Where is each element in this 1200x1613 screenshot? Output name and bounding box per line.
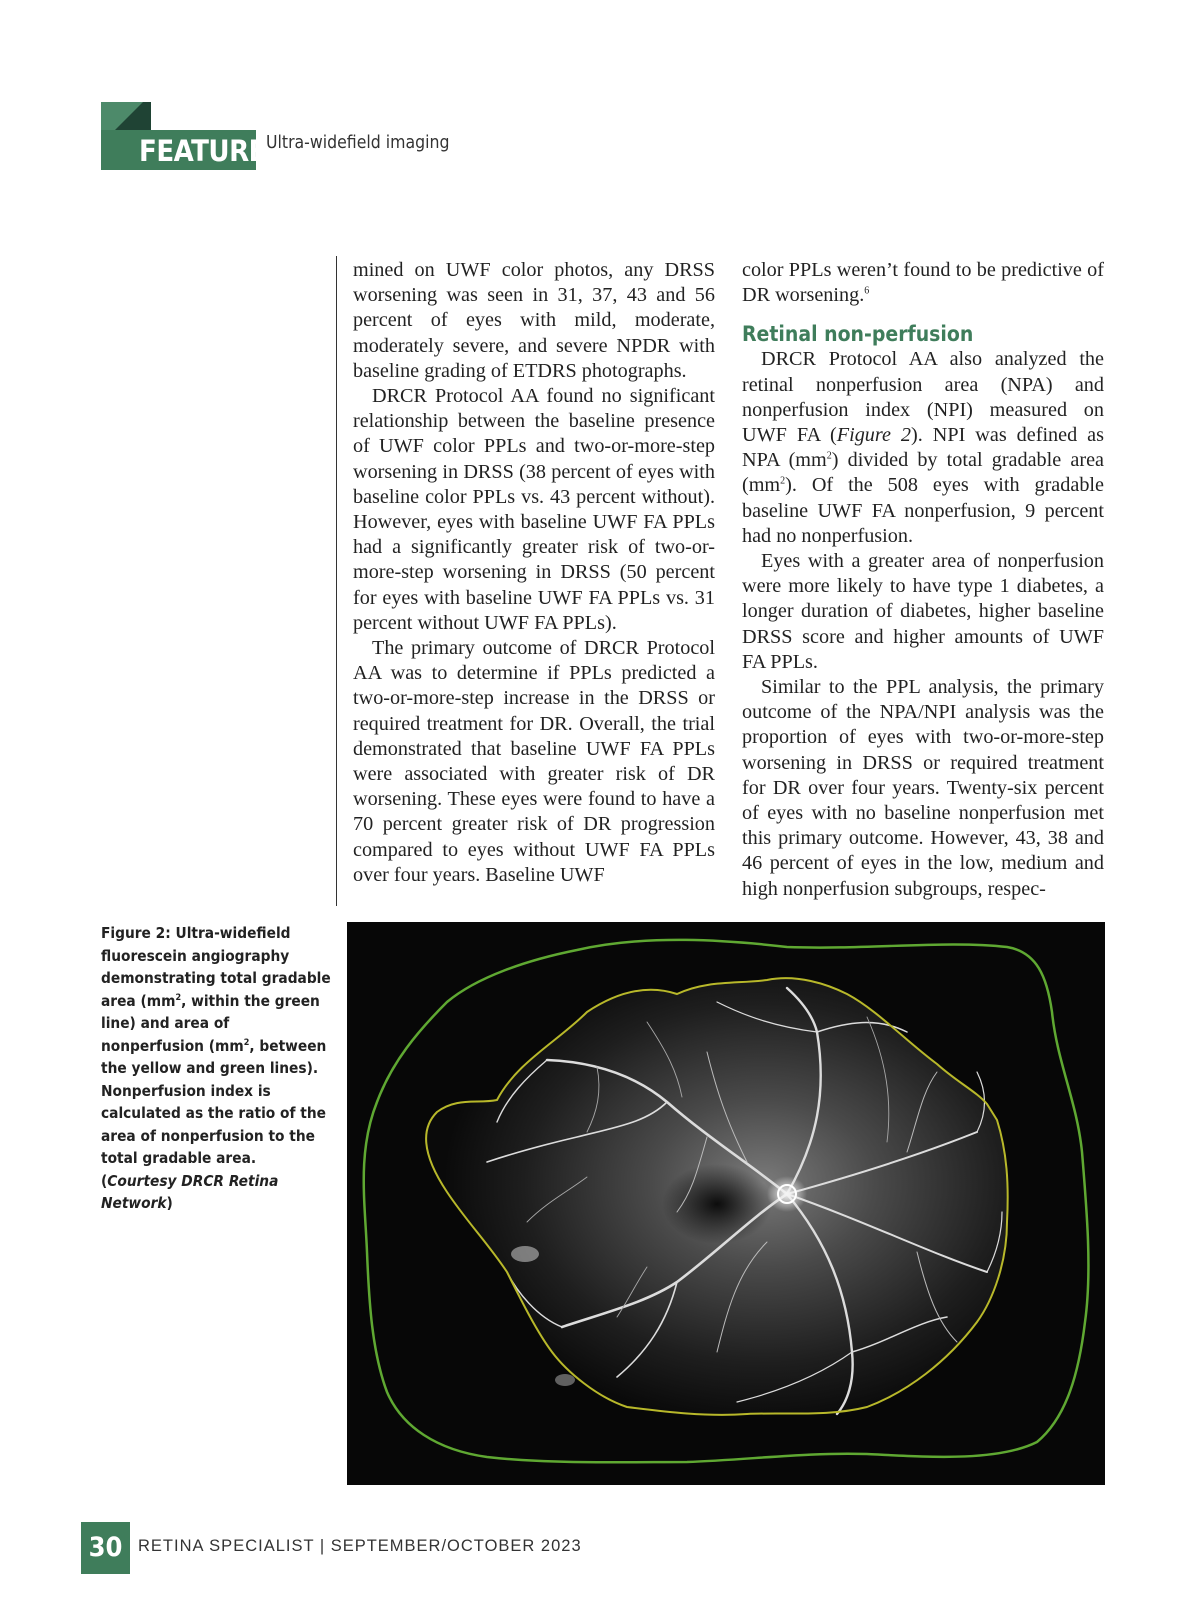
reference-number: 6	[864, 285, 870, 297]
column-rule	[336, 256, 337, 906]
paragraph-text: ). NPI was defined as NPA (mm	[742, 424, 1105, 472]
section-subtitle: Ultra-widefield imaging	[266, 133, 450, 153]
paragraph-text: DRCR Protocol AA also analyzed the retinal nonperfusion area (NPA) and nonperfusion index (NPI) measured on UWF FA (	[742, 348, 1104, 447]
paragraph	[742, 258, 1104, 308]
leakage-spot	[555, 1374, 575, 1386]
caption-text: Figure 2: Ultra-widefield fluorescein angiography demonstrating total gradable area (mm	[101, 924, 331, 1010]
paragraph: Eyes with a greater area of nonperfusion were more likely to have type 1 diabetes, a longer duration of diabetes, higher baseline DRSS score and higher amounts of UWF FA PPLs.	[742, 550, 1104, 673]
paragraph: mined on UWF color photos, any DRSS worsening was seen in 31, 37, 43 and 56 percent of eyes with mild, moderate, moderately severe, and severe NPDR with baseline grading of ETDRS photographs.	[353, 259, 715, 382]
subheading: Retinal non-perfusion	[742, 322, 974, 347]
caption-text: )	[166, 1194, 173, 1212]
page-number: 30	[88, 1532, 123, 1563]
caption-text: , between the yellow and green lines). Nonperfusion index is calculated as the ratio of the area of nonperfusion to the total gradable area. (	[101, 1036, 327, 1190]
optic-disc	[767, 1176, 807, 1212]
angiography-figure	[347, 922, 1105, 1485]
paragraph: The primary outcome of DRCR Protocol AA was to determine if PPLs predicted a two-or-more-step increase in the DRSS or required treatment for DR. Overall, the trial demonstrated that baseline UWF FA PPLs were associated with greater risk of DR worsening. These eyes were found to have a 70 percent greater risk of DR progression compared to eyes without UWF FA PPLs over four years. Baseline UWF	[353, 637, 715, 886]
leakage-spot	[511, 1246, 539, 1262]
superscript: 2	[175, 992, 182, 1003]
superscript: 2	[780, 475, 786, 487]
paragraph-text: color PPLs weren’t found to be predictive of DR worsening.	[742, 259, 1104, 307]
superscript: 2	[243, 1037, 250, 1048]
caption-text: , within the green line) and area of nonperfusion (mm	[101, 991, 320, 1055]
section-label-box	[101, 130, 266, 170]
page-number-box	[81, 1522, 130, 1574]
paragraph-text: ). Of the 508 eyes with gradable baseline UWF FA nonperfusion, 9 percent had no nonperfusion.	[742, 474, 1104, 547]
publication-line: RETINA SPECIALIST | SEPTEMBER/OCTOBER 2023	[138, 1537, 582, 1555]
caption-credit: Courtesy DRCR Retina Network	[101, 1171, 279, 1212]
figure-caption	[101, 922, 333, 1215]
article-column-left	[353, 258, 715, 888]
superscript: 2	[826, 450, 832, 462]
angiogram-image	[347, 922, 1105, 1485]
paragraph: DRCR Protocol AA found no significant relationship between the baseline presence of UWF color PPLs and two-or-more-step worsening in DRSS (38 percent of eyes with baseline color PPLs vs. 43 percent without). However, eyes with baseline UWF FA PPLs had a significantly greater risk of two-or-more-step worsening in DRSS (50 percent for eyes with baseline UWF FA PPLs vs. 31 percent without UWF FA PPLs).	[353, 385, 715, 634]
section-label: FEATURE	[139, 134, 266, 168]
figure-reference: Figure 2	[836, 424, 912, 447]
paragraph: Similar to the PPL analysis, the primary outcome of the NPA/NPI analysis was the proportion of eyes with two-or-more-step worsening in DRSS or required treatment for DR over four years. Twenty-six percent of eyes with no baseline nonperfusion met this primary outcome. However, 43, 38 and 46 percent of eyes in the low, medium and high nonperfusion subgroups, respec-	[742, 676, 1104, 900]
macula	[662, 1164, 772, 1244]
paragraph	[742, 347, 1104, 549]
paragraph-text: ) divided by total gradable area (mm	[742, 449, 1104, 497]
article-column-right	[742, 258, 1104, 902]
